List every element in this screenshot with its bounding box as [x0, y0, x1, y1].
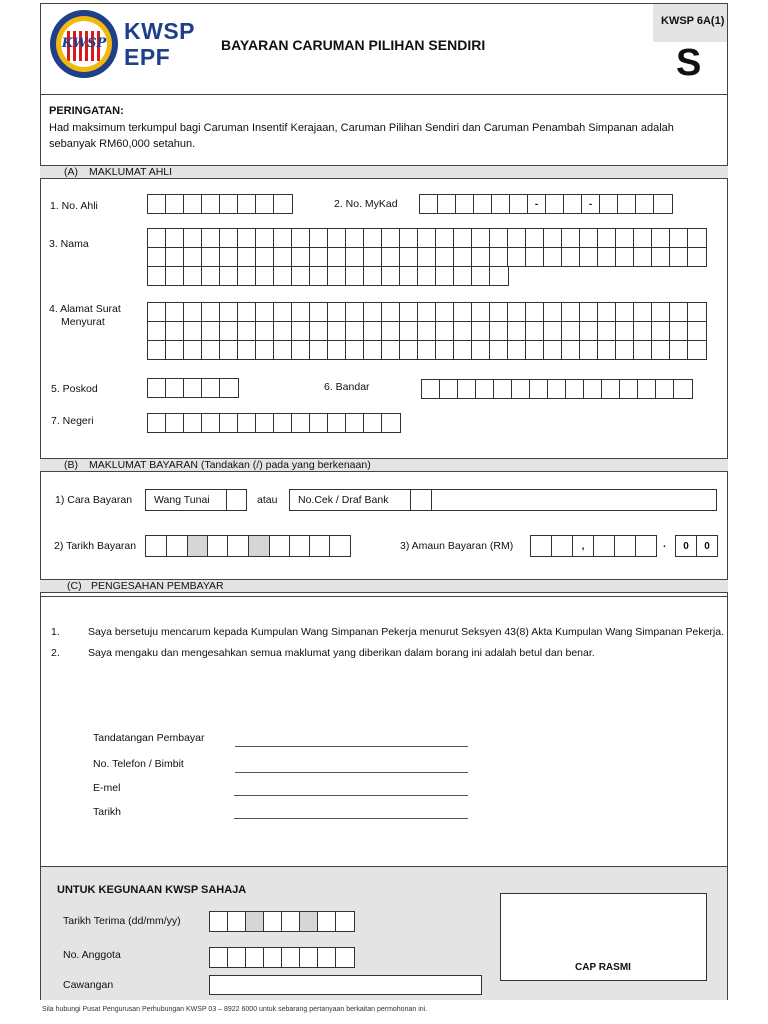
atau-label: atau: [257, 494, 278, 506]
no-cek-number-field[interactable]: [431, 489, 717, 511]
tarikh-bayaran-label: 2) Tarikh Bayaran: [54, 540, 137, 552]
section-a-code: (A): [64, 166, 78, 178]
emel-label: E-mel: [93, 782, 121, 794]
no-cek-checkbox[interactable]: [410, 489, 432, 511]
nama-boxes-row3[interactable]: [147, 266, 509, 286]
section-b-code: (B): [64, 459, 78, 471]
alamat-boxes-row3[interactable]: [147, 340, 707, 360]
footer-note: Sila hubungi Pusat Pengurusan Perhubungan KWSP 03 – 8922 6000 untuk sebarang pertanyaan berkaitan permohonan ini.: [42, 1006, 428, 1013]
cawangan-field[interactable]: [209, 975, 482, 995]
bandar-boxes[interactable]: [421, 379, 693, 399]
no-cek-label: No.Cek / Draf Bank: [298, 494, 389, 506]
no-ahli-label: 1. No. Ahli: [50, 200, 98, 212]
alamat-label-1: 4. Alamat Surat: [49, 303, 121, 315]
section-a-header: [40, 165, 728, 179]
form-letter: S: [676, 42, 702, 84]
wang-tunai-checkbox[interactable]: [226, 489, 247, 511]
cap-rasmi-label: CAP RASMI: [575, 962, 631, 973]
brand-kwsp: KWSP: [124, 18, 195, 44]
poskod-boxes[interactable]: [147, 378, 239, 398]
nama-label: 3. Nama: [49, 238, 89, 250]
no-ahli-boxes[interactable]: [147, 194, 293, 214]
tandatangan-label: Tandatangan Pembayar: [93, 732, 205, 744]
amaun-decimal-point: .: [663, 538, 666, 550]
no-cek-field: [289, 489, 411, 511]
header-divider: [40, 94, 728, 95]
cara-bayaran-label: 1) Cara Bayaran: [55, 494, 133, 506]
declaration-item-2: Saya mengaku dan mengesahkan semua maklumat yang diberikan dalam borang ini adalah betul dan benar.: [88, 647, 595, 659]
mykad-separator-1: -: [528, 195, 546, 213]
section-c-header: [40, 579, 728, 593]
section-a-title: MAKLUMAT AHLI: [89, 166, 173, 178]
no-mykad-label: 2. No. MyKad: [334, 198, 398, 210]
logo-ring: [56, 16, 112, 72]
section-c-divider: [40, 596, 728, 597]
amaun-cents-boxes: [675, 535, 718, 557]
no-mykad-boxes[interactable]: [419, 194, 673, 214]
amaun-comma: ,: [573, 536, 594, 556]
amaun-bayaran-label: 3) Amaun Bayaran (RM): [400, 540, 514, 552]
amaun-cent-1: 0: [676, 536, 697, 556]
section-c-code: (C): [67, 580, 82, 592]
amaun-cent-2: 0: [704, 540, 710, 552]
telefon-line[interactable]: [235, 772, 468, 773]
notice-body: Had maksimum terkumpul bagi Caruman Insentif Kerajaan, Caruman Pilihan Sendiri dan Caruman Penambah Simpanan adalah sebanyak RM60,000 setahun.: [49, 122, 674, 150]
brand-epf: EPF: [124, 44, 171, 70]
tarikh-line[interactable]: [234, 818, 468, 819]
no-anggota-boxes[interactable]: [209, 947, 355, 968]
negeri-boxes[interactable]: [147, 413, 401, 433]
logo-monogram: KWSP: [61, 36, 107, 51]
amaun-bayaran-boxes[interactable]: [530, 535, 657, 557]
section-b-header: [40, 458, 728, 472]
wang-tunai-label: Wang Tunai: [154, 494, 210, 506]
office-use-heading: UNTUK KEGUNAAN KWSP SAHAJA: [57, 884, 247, 896]
declaration-item-1: Saya bersetuju mencarum kepada Kumpulan Wang Simpanan Pekerja menurut Seksyen 43(8) Akta Kumpulan Wang Simpanan Pekerja.: [88, 626, 724, 638]
section-c-title: PENGESAHAN PEMBAYAR: [91, 580, 224, 592]
negeri-label: 7. Negeri: [51, 415, 94, 427]
form-title: BAYARAN CARUMAN PILIHAN SENDIRI: [221, 37, 486, 53]
tarikh-label: Tarikh: [93, 806, 122, 818]
kwsp-logo: [50, 10, 118, 78]
nama-boxes-row2[interactable]: [147, 247, 707, 267]
alamat-boxes-row2[interactable]: [147, 321, 707, 341]
tandatangan-line[interactable]: [235, 746, 468, 747]
alamat-label-2: Menyurat: [61, 316, 105, 328]
tarikh-bayaran-boxes[interactable]: [145, 535, 351, 557]
form-code: KWSP 6A(1): [661, 15, 725, 27]
notice-heading: PERINGATAN:: [49, 105, 124, 117]
mykad-separator-2: -: [582, 195, 600, 213]
alamat-boxes-row1[interactable]: [147, 302, 707, 322]
telefon-label: No. Telefon / Bimbit: [93, 758, 184, 770]
tarikh-terima-boxes[interactable]: [209, 911, 355, 932]
nama-boxes-row1[interactable]: [147, 228, 707, 248]
tarikh-terima-label: Tarikh Terima (dd/mm/yy): [63, 915, 181, 927]
declaration-item-1-num: 1.: [51, 626, 60, 638]
declaration-item-2-num: 2.: [51, 647, 60, 659]
poskod-label: 5. Poskod: [51, 383, 98, 395]
wang-tunai-field: [145, 489, 227, 511]
section-b-title: MAKLUMAT BAYARAN (Tandakan (/) pada yang berkenaan): [89, 459, 371, 471]
logo-inner: [61, 21, 107, 67]
bandar-label: 6. Bandar: [324, 381, 370, 393]
cawangan-label: Cawangan: [63, 979, 114, 991]
no-anggota-label: No. Anggota: [63, 949, 121, 961]
emel-line[interactable]: [234, 795, 468, 796]
